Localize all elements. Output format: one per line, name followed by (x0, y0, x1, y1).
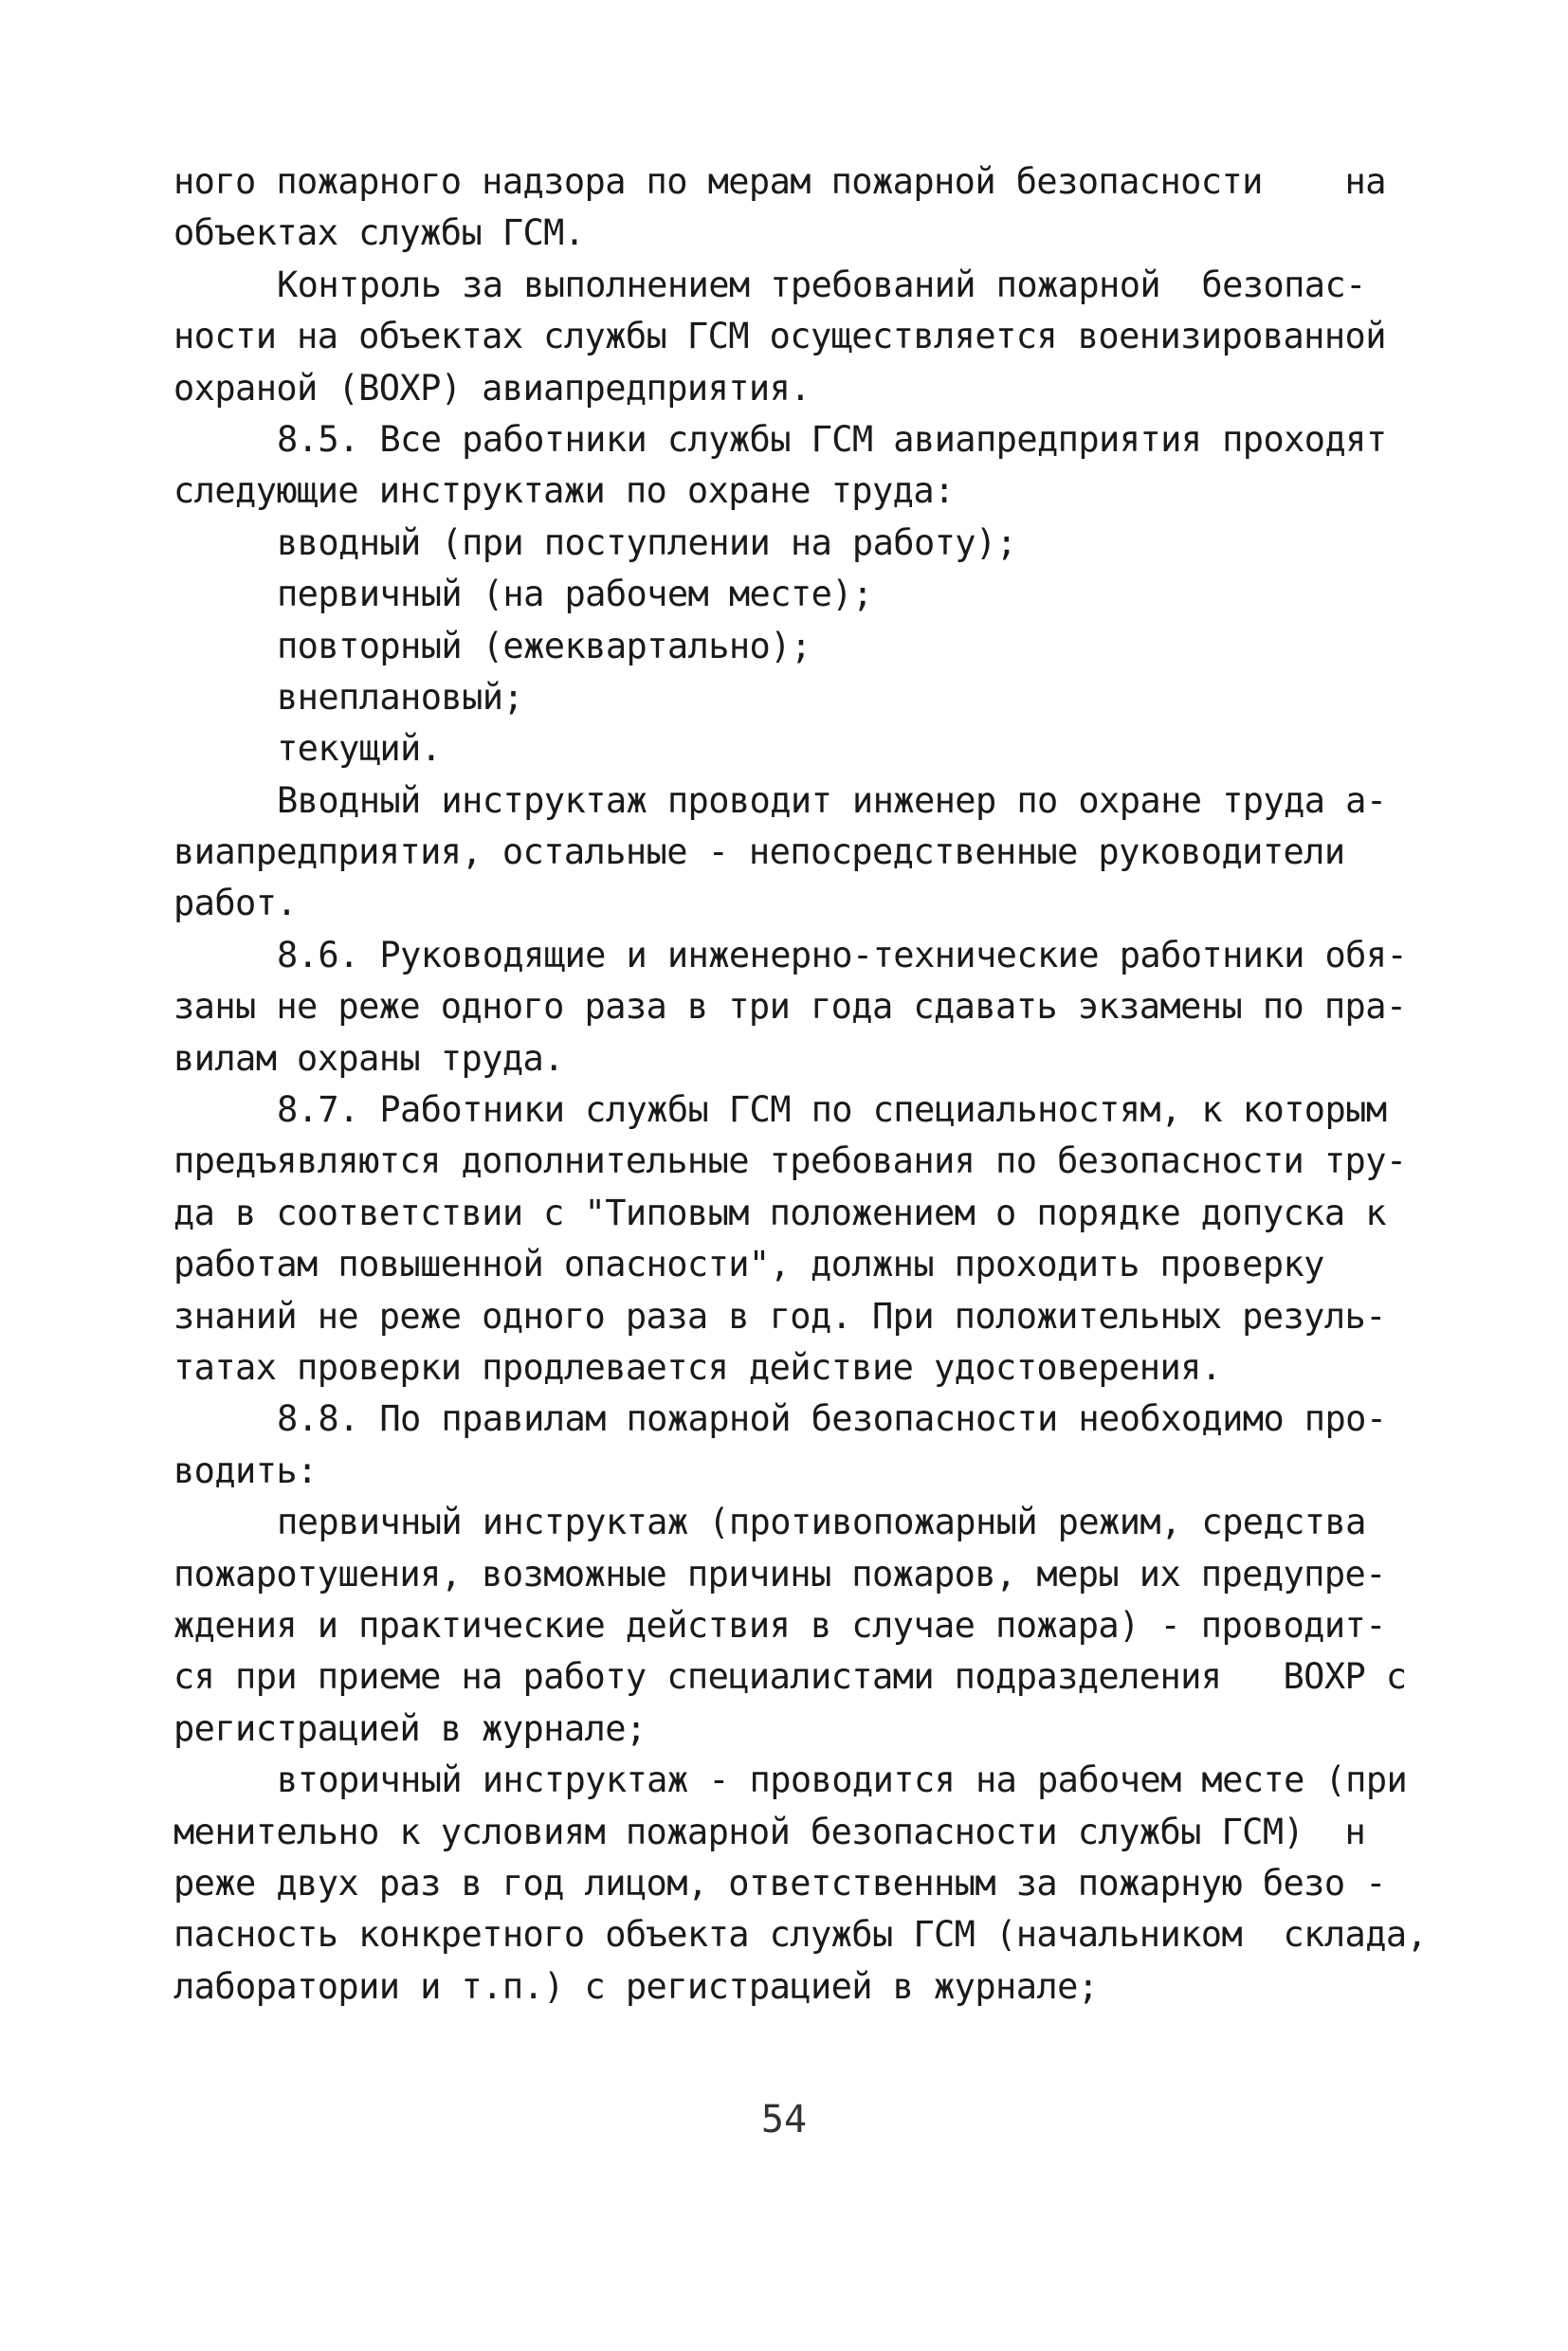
text-line: лаборатории и т.п.) с регистрацией в журнале; (173, 1965, 1099, 2007)
text-line: работам повышенной опасности", должны проходить проверку (173, 1244, 1324, 1285)
document-body (173, 156, 1434, 2013)
text-line: объектах службы ГСМ. (173, 212, 585, 254)
section-8-8-heading: 8.8. По правилам пожарной безопасности необходимо про- (277, 1398, 1387, 1440)
paragraph-start: Вводный инструктаж проводит инженер по охране труда а- (277, 779, 1387, 821)
list-item: внеплановый; (277, 676, 524, 718)
text-line: реже двух раз в год лицом, ответственным за пожарную безо - (173, 1862, 1386, 1904)
section-8-7-heading: 8.7. Работники службы ГСМ по специальностям, к которым (277, 1089, 1387, 1131)
text-line: виапредприятия, остальные - непосредственные руководители (173, 831, 1345, 873)
paragraph-start: вторичный инструктаж - проводится на рабочем месте (при (277, 1759, 1408, 1801)
text-line: охраной (ВОХР) авиапредприятия. (173, 367, 811, 409)
text-line: водить: (173, 1449, 318, 1491)
section-8-5-heading: 8.5. Все работники службы ГСМ авиапредприятия проходят (277, 418, 1387, 460)
text-line: работ. (173, 883, 298, 924)
text-line: вилам охраны труда. (173, 1037, 564, 1079)
text-line: ся при приеме на работу специалистами подразделения ВОХР с (173, 1656, 1407, 1698)
text-line: пожаротушения, возможные причины пожаров, меры их предупре- (173, 1553, 1386, 1595)
text-line: знаний не реже одного раза в год. При положительных резуль- (173, 1295, 1386, 1337)
text-line: татах проверки продлевается действие удостоверения. (173, 1346, 1222, 1388)
list-item: текущий. (277, 728, 442, 770)
text-line: регистрацией в журнале; (173, 1707, 647, 1749)
list-item: вводный (при поступлении на работу); (277, 521, 1017, 563)
list-item: первичный (на рабочем месте); (277, 574, 873, 615)
text-line: да в соответствии с "Типовым положением о порядке допуска к (173, 1192, 1386, 1233)
text-line: пасность конкретного объекта службы ГСМ (начальником склада, (173, 1914, 1428, 1956)
text-line: предъявляются дополнительные требования по безопасности тру- (173, 1140, 1407, 1182)
text-line: следующие инструктажи по охране труда: (173, 470, 955, 512)
text-line: ждения и практические действия в случае пожара) - проводит- (173, 1604, 1386, 1646)
section-8-6-heading: 8.6. Руководящие и инженерно-технические работники обя- (277, 934, 1408, 975)
paragraph-start: первичный инструктаж (противопожарный режим, средства (277, 1502, 1366, 1543)
paragraph-start: Контроль за выполнением требований пожарной безопас- (277, 264, 1366, 305)
text-line: заны не реже одного раза в три года сдавать экзамены по пра- (173, 986, 1407, 1028)
text-line: ности на объектах службы ГСМ осуществляется военизированной (173, 316, 1386, 357)
page-number: 54 (760, 2098, 808, 2141)
list-item: повторный (ежеквартально); (277, 625, 811, 666)
text-line: менительно к условиям пожарной безопасности службы ГСМ) н (173, 1811, 1366, 1852)
text-line: ного пожарного надзора по мерам пожарной безопасности на (173, 161, 1386, 202)
